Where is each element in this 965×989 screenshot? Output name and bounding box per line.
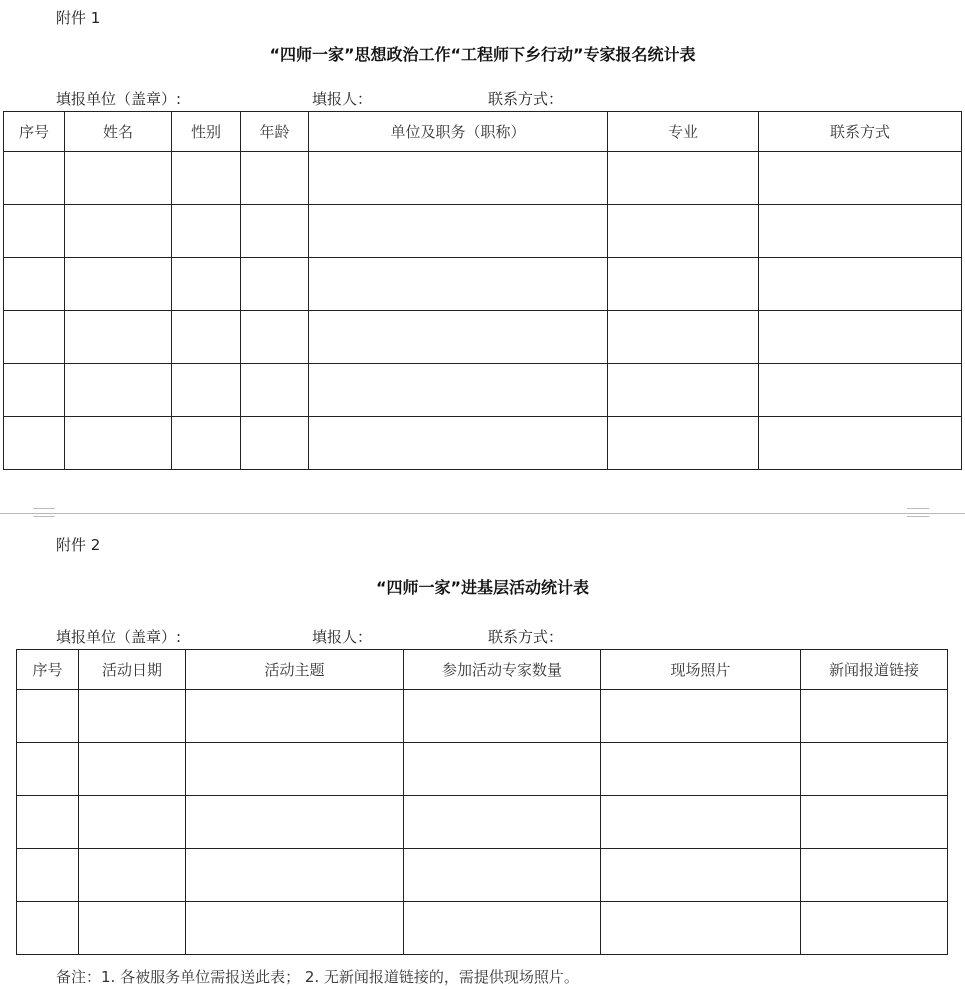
table-cell[interactable]: [17, 849, 79, 902]
table-cell[interactable]: [79, 902, 186, 955]
table-row: [17, 902, 948, 955]
attachment-1-label: 附件 1: [56, 9, 101, 27]
table-cell[interactable]: [404, 743, 601, 796]
table-cell[interactable]: [309, 258, 608, 311]
table-cell[interactable]: [404, 796, 601, 849]
table-cell[interactable]: [79, 849, 186, 902]
table-cell[interactable]: [404, 902, 601, 955]
table-cell[interactable]: [309, 152, 608, 205]
table-cell[interactable]: [801, 690, 948, 743]
table-cell[interactable]: [601, 743, 801, 796]
table-cell[interactable]: [4, 205, 65, 258]
table-2-title: “四师一家”进基层活动统计表: [375, 578, 590, 597]
attachment-2-label: 附件 2: [56, 536, 101, 554]
table-cell[interactable]: [601, 796, 801, 849]
table-cell[interactable]: [186, 849, 404, 902]
table-cell[interactable]: [65, 258, 172, 311]
table-cell[interactable]: [241, 258, 309, 311]
table-row: [17, 690, 948, 743]
table-row: [4, 417, 962, 470]
table-cell[interactable]: [801, 796, 948, 849]
table-cell[interactable]: [172, 364, 241, 417]
contact-label-1: 联系方式：: [488, 90, 564, 108]
table-cell[interactable]: [608, 417, 759, 470]
table-cell[interactable]: [241, 152, 309, 205]
table-row: [17, 849, 948, 902]
column-header-contact: 联系方式: [759, 112, 962, 152]
column-header-index: 序号: [17, 650, 79, 690]
table-cell[interactable]: [601, 902, 801, 955]
filler-label-1: 填报人：: [312, 90, 373, 108]
table-cell[interactable]: [172, 205, 241, 258]
table-row: [17, 743, 948, 796]
expert-registration-table: [3, 111, 962, 470]
page-break-marker-right: [907, 508, 929, 517]
table-cell[interactable]: [309, 205, 608, 258]
table-cell[interactable]: [759, 205, 962, 258]
table-cell[interactable]: [17, 690, 79, 743]
table-cell[interactable]: [65, 417, 172, 470]
table-cell[interactable]: [79, 743, 186, 796]
column-header-specialty: 专业: [608, 112, 759, 152]
table-header-row: [17, 650, 948, 690]
column-header-name: 姓名: [65, 112, 172, 152]
table-cell[interactable]: [65, 311, 172, 364]
filler-label-2: 填报人：: [312, 628, 373, 646]
table-cell[interactable]: [4, 258, 65, 311]
table-cell[interactable]: [241, 311, 309, 364]
table-cell[interactable]: [608, 205, 759, 258]
table-cell[interactable]: [4, 152, 65, 205]
column-header-age: 年龄: [241, 112, 309, 152]
table-cell[interactable]: [801, 849, 948, 902]
column-header-index: 序号: [4, 112, 65, 152]
table-cell[interactable]: [172, 311, 241, 364]
table-cell[interactable]: [172, 417, 241, 470]
table-cell[interactable]: [759, 364, 962, 417]
table-cell[interactable]: [186, 902, 404, 955]
table-row: [4, 152, 962, 205]
column-header-expert-count: 参加活动专家数量: [404, 650, 601, 690]
table-cell[interactable]: [241, 364, 309, 417]
column-header-gender: 性别: [172, 112, 241, 152]
table-cell[interactable]: [759, 258, 962, 311]
table-cell[interactable]: [4, 364, 65, 417]
table-cell[interactable]: [17, 902, 79, 955]
table-cell[interactable]: [309, 417, 608, 470]
table-cell[interactable]: [608, 258, 759, 311]
page-break-marker-left: [33, 508, 55, 517]
table-cell[interactable]: [65, 152, 172, 205]
table-cell[interactable]: [186, 690, 404, 743]
table-cell[interactable]: [759, 152, 962, 205]
table-cell[interactable]: [241, 205, 309, 258]
table-cell[interactable]: [608, 364, 759, 417]
table-cell[interactable]: [4, 311, 65, 364]
table-cell[interactable]: [17, 796, 79, 849]
table-row: [4, 258, 962, 311]
table-cell[interactable]: [65, 205, 172, 258]
table-cell[interactable]: [759, 311, 962, 364]
table-cell[interactable]: [241, 417, 309, 470]
table-cell[interactable]: [608, 152, 759, 205]
column-header-unit-position: 单位及职务（职称）: [309, 112, 608, 152]
contact-label-2: 联系方式：: [488, 628, 564, 646]
column-header-activity-theme: 活动主题: [186, 650, 404, 690]
table-cell[interactable]: [79, 690, 186, 743]
page-break-line: [0, 513, 965, 514]
column-header-site-photos: 现场照片: [601, 650, 801, 690]
table-header-row: [4, 112, 962, 152]
table-row: [4, 311, 962, 364]
table-cell[interactable]: [186, 796, 404, 849]
column-header-activity-date: 活动日期: [79, 650, 186, 690]
table-cell[interactable]: [801, 743, 948, 796]
table-cell[interactable]: [17, 743, 79, 796]
table-row: [4, 364, 962, 417]
table-cell[interactable]: [601, 690, 801, 743]
table-cell[interactable]: [601, 849, 801, 902]
table-cell[interactable]: [309, 311, 608, 364]
table-cell[interactable]: [759, 417, 962, 470]
table-row: [17, 796, 948, 849]
footnote-remarks: 备注：1. 各被服务单位需报送此表； 2. 无新闻报道链接的，需提供现场照片。: [56, 968, 579, 986]
table-cell[interactable]: [65, 364, 172, 417]
table-1-title: “四师一家”思想政治工作“工程师下乡行动”专家报名统计表: [269, 45, 696, 64]
table-row: [4, 205, 962, 258]
table-cell[interactable]: [309, 364, 608, 417]
table-cell[interactable]: [608, 311, 759, 364]
table-cell[interactable]: [801, 902, 948, 955]
table-cell[interactable]: [172, 258, 241, 311]
table-cell[interactable]: [4, 417, 65, 470]
fill-unit-label-1: 填报单位（盖章）:: [56, 90, 182, 108]
fill-unit-label-2: 填报单位（盖章）:: [56, 628, 182, 646]
table-cell[interactable]: [172, 152, 241, 205]
table-cell[interactable]: [404, 690, 601, 743]
grassroots-activity-table: [16, 649, 948, 955]
table-cell[interactable]: [404, 849, 601, 902]
table-cell[interactable]: [186, 743, 404, 796]
column-header-news-link: 新闻报道链接: [801, 650, 948, 690]
table-cell[interactable]: [79, 796, 186, 849]
